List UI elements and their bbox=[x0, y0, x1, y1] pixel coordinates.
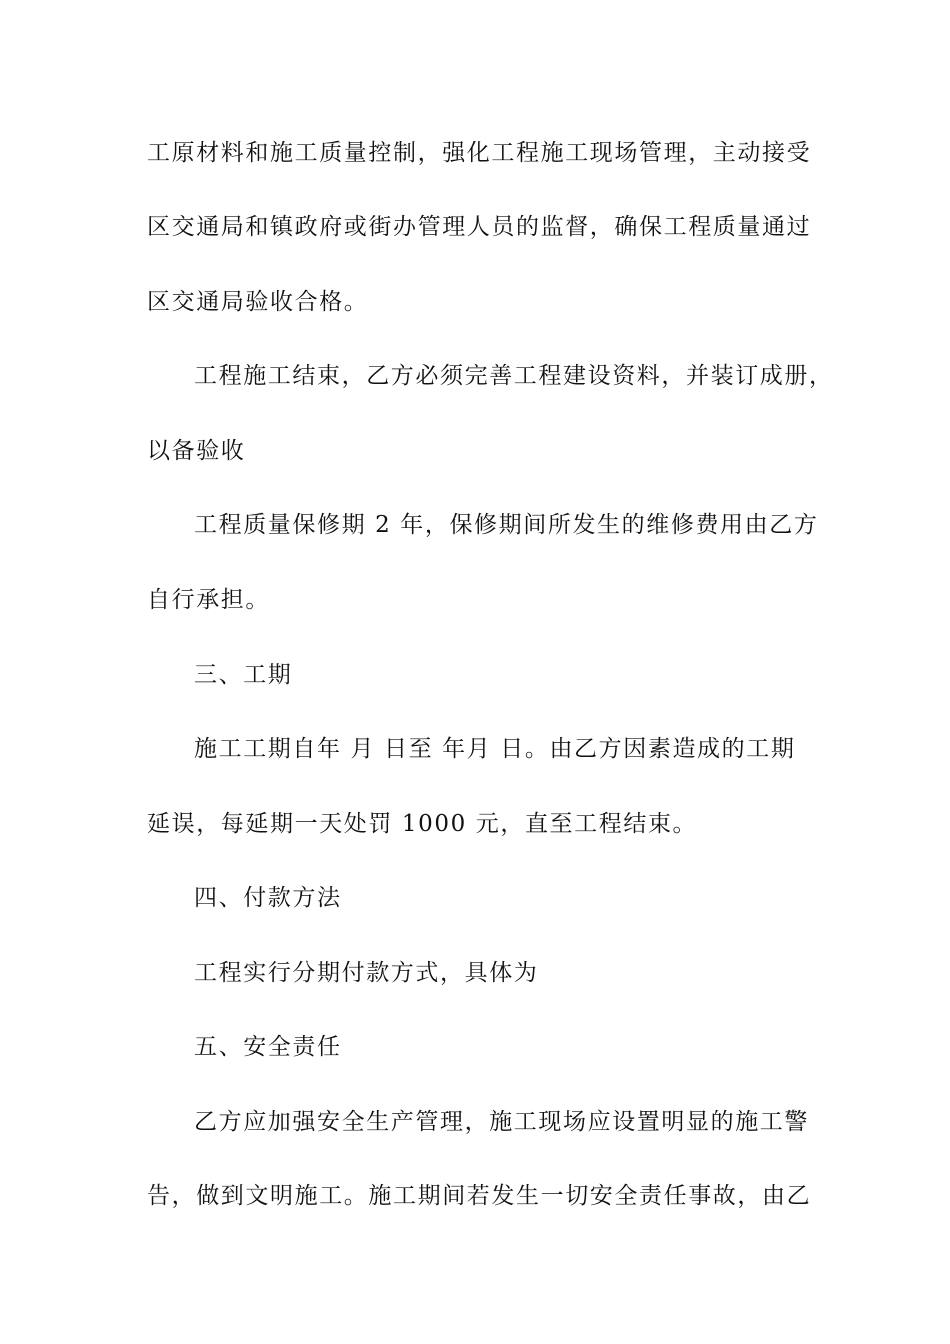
paragraph-line: 工程施工结束，乙方必须完善工程建设资料，并装订成册， bbox=[194, 363, 834, 389]
paragraph-line: 工原材料和施工质量控制，强化工程施工现场管理，主动接受 bbox=[147, 140, 812, 166]
paragraph-line: 区交通局和镇政府或街办管理人员的监督，确保工程质量通过 bbox=[147, 214, 812, 240]
paragraph-line: 自行承担。 bbox=[147, 587, 270, 613]
paragraph-line: 施工工期自年 月 日至 年月 日。由乙方因素造成的工期 bbox=[194, 736, 796, 762]
paragraph-line: 以备验收 bbox=[147, 438, 246, 464]
paragraph-line: 延误，每延期一天处罚 1000 元，直至工程结束。 bbox=[147, 811, 698, 837]
paragraph-line: 区交通局验收合格。 bbox=[147, 289, 369, 315]
paragraph-line: 告，做到文明施工。施工期间若发生一切安全责任事故，由乙 bbox=[147, 1183, 812, 1209]
section-heading: 四、付款方法 bbox=[194, 885, 342, 911]
section-heading: 三、工期 bbox=[194, 662, 293, 688]
paragraph-line: 工程实行分期付款方式，具体为 bbox=[194, 960, 539, 986]
paragraph-line: 乙方应加强安全生产管理，施工现场应设置明显的施工警 bbox=[194, 1109, 809, 1135]
section-heading: 五、安全责任 bbox=[194, 1034, 342, 1060]
paragraph-line: 工程质量保修期 2 年，保修期间所发生的维修费用由乙方 bbox=[194, 512, 819, 538]
